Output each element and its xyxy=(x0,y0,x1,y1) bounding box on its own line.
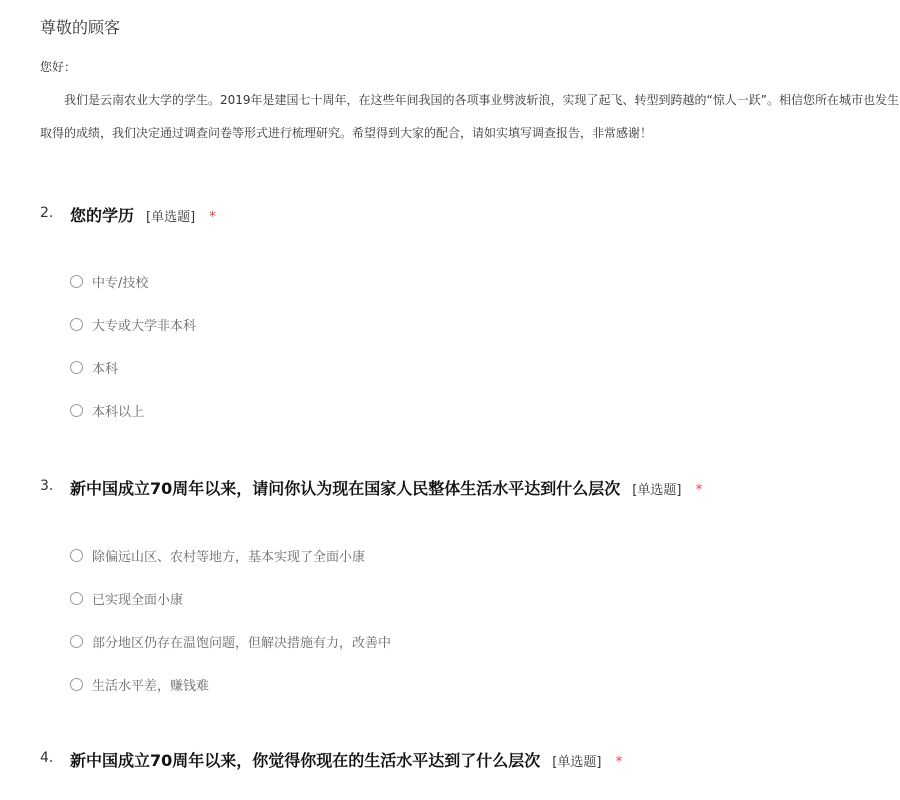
option-item[interactable] xyxy=(70,271,148,291)
option-label[interactable]: 中专/技校 xyxy=(92,275,149,291)
option-item[interactable] xyxy=(70,631,391,651)
question-type-label: [单选题] xyxy=(146,210,196,225)
intro-title: 尊敬的顾客 xyxy=(40,18,121,37)
question-title xyxy=(70,476,702,499)
question-number: 2. xyxy=(40,205,54,221)
option-label[interactable]: 已实现全面小康 xyxy=(92,592,184,608)
required-mark: * xyxy=(695,482,703,498)
intro-body-line-2: 取得的成绩，我们决定通过调查问卷等形式进行梳理研究。希望得到大家的配合，请如实填写调查报告，非常感谢！ xyxy=(40,126,653,140)
question-title-text: 新中国成立70周年以来，请问你认为现在国家人民整体生活水平达到什么层次 xyxy=(70,479,621,498)
option-item[interactable] xyxy=(70,314,196,334)
required-mark: * xyxy=(615,754,623,770)
option-label[interactable]: 生活水平差，赚钱难 xyxy=(92,678,210,694)
question-title-text: 您的学历 xyxy=(70,206,135,225)
option-label[interactable]: 大专或大学非本科 xyxy=(92,318,197,334)
option-item[interactable] xyxy=(70,674,209,694)
option-label[interactable]: 部分地区仍存在温饱问题，但解决措施有力，改善中 xyxy=(92,635,392,651)
required-mark: * xyxy=(209,209,217,225)
radio-unchecked-icon[interactable] xyxy=(70,678,83,691)
radio-unchecked-icon[interactable] xyxy=(70,318,83,331)
option-label[interactable]: 除偏远山区、农村等地方，基本实现了全面小康 xyxy=(92,549,366,565)
question-type-label: [单选题] xyxy=(552,755,602,770)
question-type-label: [单选题] xyxy=(632,483,682,498)
option-item[interactable] xyxy=(70,545,365,565)
intro-greeting: 您好： xyxy=(40,60,77,74)
radio-unchecked-icon[interactable] xyxy=(70,549,83,562)
question-title xyxy=(70,748,622,771)
radio-unchecked-icon[interactable] xyxy=(70,635,83,648)
question-title xyxy=(70,203,216,226)
option-item[interactable] xyxy=(70,588,183,608)
radio-unchecked-icon[interactable] xyxy=(70,361,83,374)
question-number: 4. xyxy=(40,750,54,766)
radio-unchecked-icon[interactable] xyxy=(70,592,83,605)
intro-body-line-1: 我们是云南农业大学的学生。2019年是建国七十周年，在这些年间我国的各项事业劈波斩浪，实现了起飞、转型到跨越的“惊人一跃”。相信您所在城市也发生 xyxy=(64,93,899,107)
radio-unchecked-icon[interactable] xyxy=(70,404,83,417)
option-item[interactable] xyxy=(70,357,118,377)
question-number: 3. xyxy=(40,478,54,494)
option-label[interactable]: 本科 xyxy=(92,361,119,377)
question-title-text: 新中国成立70周年以来，你觉得你现在的生活水平达到了什么层次 xyxy=(70,751,541,770)
option-label[interactable]: 本科以上 xyxy=(92,404,145,420)
radio-unchecked-icon[interactable] xyxy=(70,275,83,288)
option-item[interactable] xyxy=(70,400,144,420)
